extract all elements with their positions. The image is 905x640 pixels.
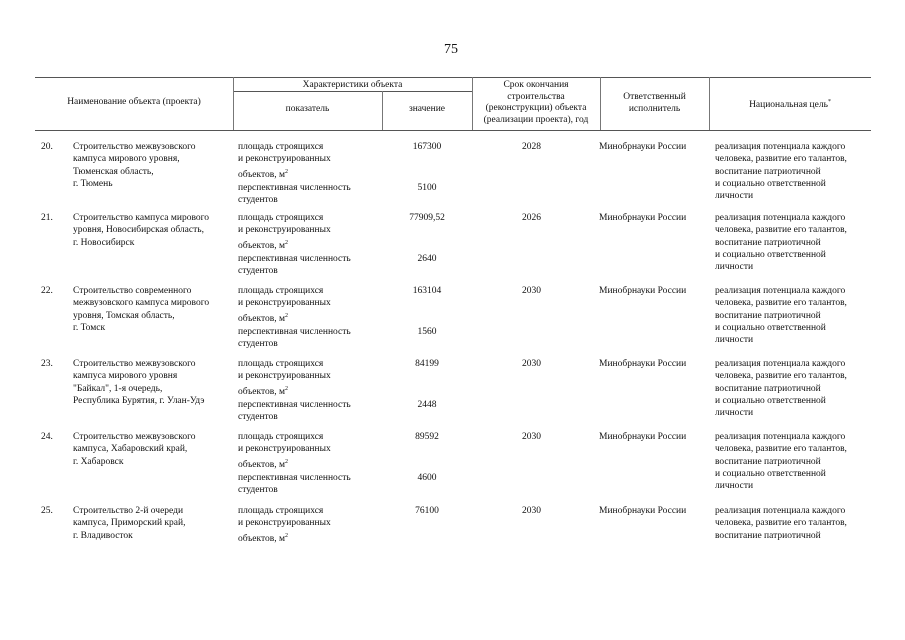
object-name: Строительство межвузовского кампуса, Хабаровский край, г. Хабаровск xyxy=(73,432,196,467)
value-students: 2448 xyxy=(417,400,437,410)
row-number: 23. xyxy=(41,359,53,369)
header-bottom-rule xyxy=(35,130,871,131)
row-number: 22. xyxy=(41,286,53,296)
value-area: 89592 xyxy=(415,432,439,442)
indicator-area: площадь строящихся и реконструированных объектов, $м^2$ xyxy=(238,286,331,324)
year: 2028 xyxy=(522,142,541,152)
indicator-area: площадь строящихся и реконструированных объектов, $м^2$ xyxy=(238,359,331,397)
value-area: 84199 xyxy=(415,359,439,369)
row-number: 21. xyxy=(41,213,53,223)
row-number: 25. xyxy=(41,506,53,516)
indicator-students: перспективная численность студентов xyxy=(238,400,351,423)
object-name: Строительство межвузовского кампуса мирового уровня "Байкал", 1-я очередь, Республика Бурятия, г. Улан-Удэ xyxy=(73,359,205,406)
indicator-students: перспективная численность студентов xyxy=(238,183,351,206)
national-goal: реализация потенциала каждого человека, развитие его талантов, воспитание патриотичной и социально ответственной личности xyxy=(715,359,847,419)
object-name: Строительство межвузовского кампуса мирового уровня, Тюменская область, г. Тюмень xyxy=(73,142,196,189)
national-goal: реализация потенциала каждого человека, развитие его талантов, воспитание патриотичной и социально ответственной личности xyxy=(715,213,847,273)
value-students: 2640 xyxy=(417,254,437,264)
header-value: значение xyxy=(408,104,446,114)
value-area: 77909,52 xyxy=(409,213,445,223)
indicator-area: площадь строящихся и реконструированных объектов, $м^2$ xyxy=(238,432,331,470)
object-name: Строительство современного межвузовского кампуса мирового уровня, Томская область, г. Томск xyxy=(73,286,210,333)
header-executor: Ответственный исполнитель xyxy=(623,92,686,114)
indicator-students: перспективная численность студентов xyxy=(238,254,351,277)
indicator-area: площадь строящихся и реконструированных объектов, $м^2$ xyxy=(238,142,331,180)
executor: Минобрнауки России xyxy=(599,359,687,369)
executor: Минобрнауки России xyxy=(599,506,687,516)
row-number: 20. xyxy=(41,142,53,152)
value-area: 163104 xyxy=(412,286,442,296)
object-name: Строительство 2-й очереди кампуса, Приморский край, г. Владивосток xyxy=(73,506,186,541)
page-number: 75 xyxy=(444,42,458,57)
row-number: 24. xyxy=(41,432,53,442)
indicator-area: площадь строящихся и реконструированных объектов, $м^2$ xyxy=(238,213,331,251)
value-students: 5100 xyxy=(417,183,437,193)
header-object-name: Наименование объекта (проекта) xyxy=(67,97,201,107)
header-characteristics: Характеристики объекта xyxy=(302,80,403,90)
header-deadline: Срок окончания строительства (реконструкции) объекта (реализации проекта), год xyxy=(483,80,589,125)
national-goal: реализация потенциала каждого человека, развитие его талантов, воспитание патриотичной и социально ответственной личности xyxy=(715,142,847,202)
indicator-area: площадь строящихся и реконструированных объектов, $м^2$ xyxy=(238,506,331,544)
national-goal: реализация потенциала каждого человека, развитие его талантов, воспитание патриотичной и социально ответственной личности xyxy=(715,286,847,346)
national-goal: реализация потенциала каждого человека, развитие его талантов, воспитание патриотичной xyxy=(715,506,847,541)
year: 2026 xyxy=(522,213,541,223)
executor: Минобрнауки России xyxy=(599,213,687,223)
executor: Минобрнауки России xyxy=(599,432,687,442)
table-top-rule xyxy=(35,77,871,78)
executor: Минобрнауки России xyxy=(599,142,687,152)
value-area: 167300 xyxy=(412,142,442,152)
object-name: Строительство кампуса мирового уровня, Новосибирская область, г. Новосибирск xyxy=(73,213,210,248)
value-students: 4600 xyxy=(417,473,437,483)
value-students: 1560 xyxy=(417,327,437,337)
year: 2030 xyxy=(522,359,541,369)
indicator-students: перспективная численность студентов xyxy=(238,473,351,496)
year: 2030 xyxy=(522,432,541,442)
national-goal: реализация потенциала каждого человека, развитие его талантов, воспитание патриотичной и социально ответственной личности xyxy=(715,432,847,492)
year: 2030 xyxy=(522,506,541,516)
indicator-students: перспективная численность студентов xyxy=(238,327,351,350)
value-area: 76100 xyxy=(415,506,439,516)
executor: Минобрнауки России xyxy=(599,286,687,296)
header-national-goal: Национальная цель* xyxy=(749,99,831,111)
header-indicator: показатель xyxy=(285,104,330,114)
year: 2030 xyxy=(522,286,541,296)
